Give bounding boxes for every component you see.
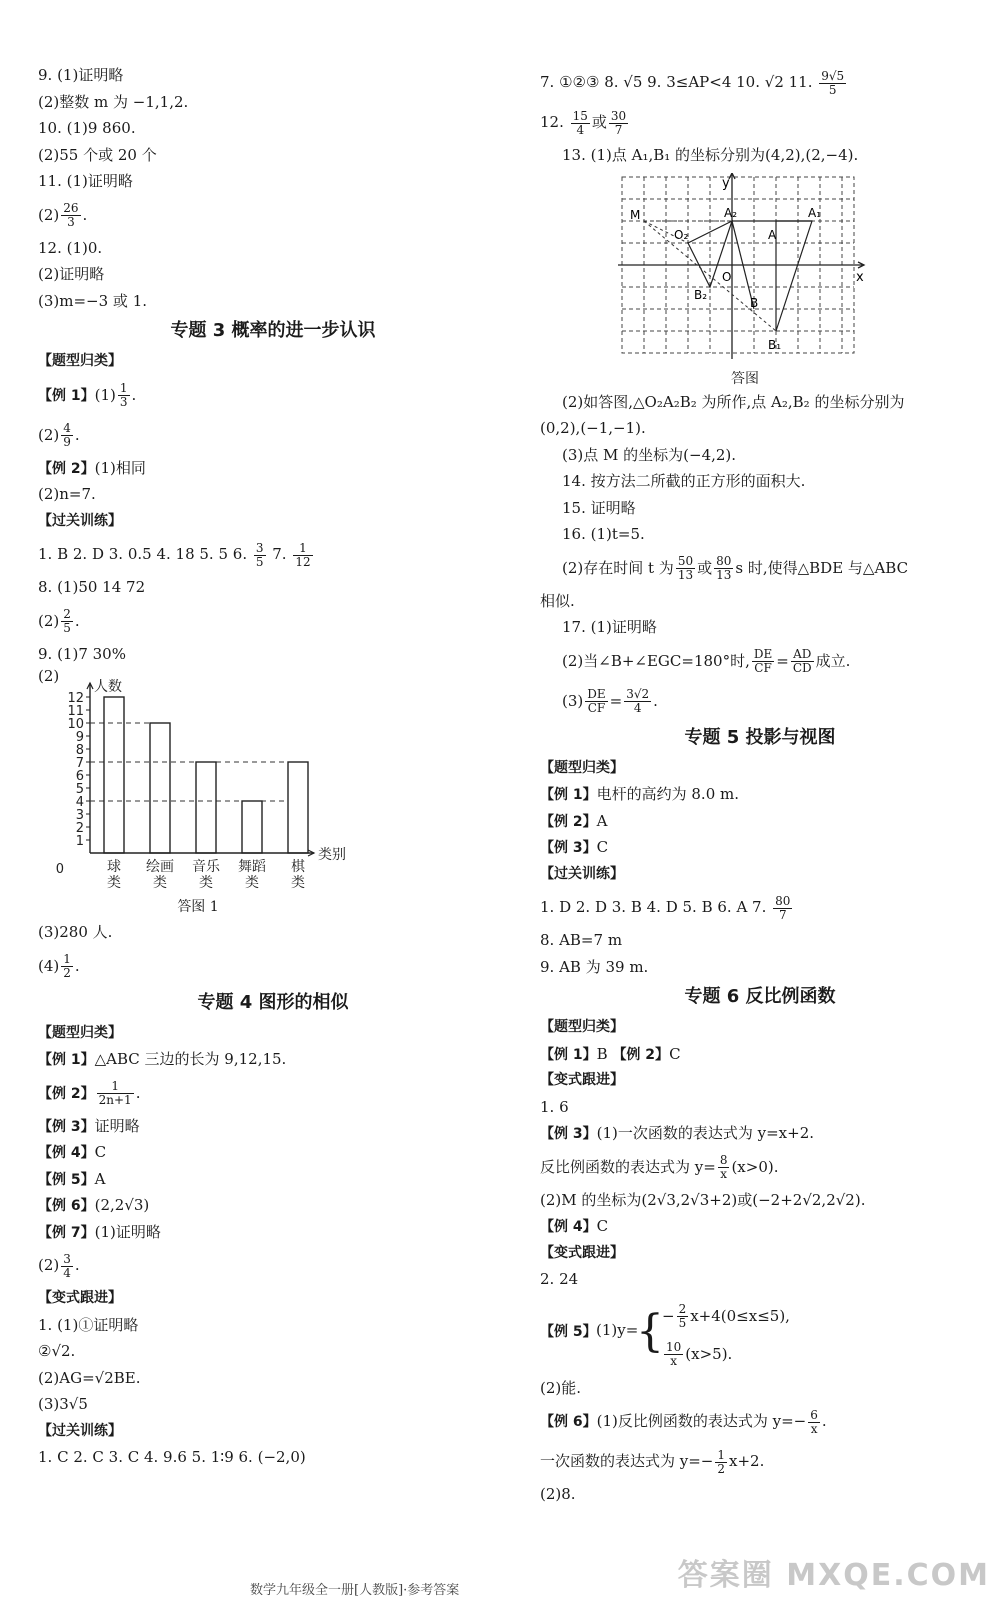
page-footer: 数学九年级全一册[人教版]·参考答案 [250, 1583, 460, 1598]
watermark: 答案圈 MXQE.COM [677, 1558, 990, 1593]
y-tick-label: 5 [75, 782, 84, 797]
example-5: 【例 5】A [38, 1169, 106, 1188]
y-tick-label: 3 [75, 808, 84, 823]
answer-line: (2)AG=√2BE. [38, 1368, 141, 1387]
subsection-tag: 【题型归类】 [38, 1024, 122, 1041]
category-label: 舞蹈 [238, 859, 266, 875]
answer-line: 1. C 2. C 3. C 4. 9.6 5. 1∶9 6. (−2,0) [38, 1448, 306, 1466]
answer-line: 12. (1)0. [38, 238, 103, 257]
bar [242, 801, 262, 853]
left-column [38, 62, 508, 1471]
example-3: 【例 3】C [540, 838, 609, 856]
example-2: 【例 2】(1)相同 [38, 458, 146, 477]
figure-caption: 答图 [731, 370, 759, 387]
answer-line: (2)M 的坐标为(2√3,2√3+2)或(−2+2√2,2√2). [540, 1190, 866, 1209]
answer-line: 11. (1)证明略 [38, 172, 133, 190]
section-heading-5: 专题 5 投影与视图 [684, 726, 836, 748]
example-2: 【例 2】 $\frac{1}{2n+1}$ . [38, 1079, 141, 1107]
fraction: $\frac{4}{9}$ [63, 421, 71, 449]
fraction: $\frac{26}{3}$ [63, 201, 79, 229]
category-label: 类 [245, 875, 259, 891]
answer-line: (2)存在时间 t 为 $\frac{50}{13}$ 或 $\frac{80}{13}$ s 时,使得△BDE 与△ABC [562, 554, 909, 582]
fraction: $\frac{1}{2}$ [717, 1447, 726, 1476]
fraction: $\frac{AD}{CD}$ [792, 647, 812, 675]
example-2: 【例 2】A [540, 811, 608, 830]
coordinate-grid-figure [618, 173, 868, 369]
answer-line: (2)如答图,△O₂A₂B₂ 为所作,点 A₂,B₂ 的坐标分别为 [562, 392, 905, 411]
category-label: 类 [153, 875, 167, 891]
answer-line: (2)当∠B+∠EGC=180°时, $\frac{DE}{CF}$ = $\frac{AD}{CD}$ 成立. [562, 647, 851, 675]
point-label: A₁ [808, 205, 822, 220]
point-label: A₂ [724, 205, 738, 220]
answer-line: 12. $\frac{15}{4}$ 或 $\frac{30}{7}$ [540, 108, 627, 137]
answer-line: (3)点 M 的坐标为(−4,2). [562, 445, 737, 464]
piecewise-brace: { [636, 1305, 664, 1357]
answer-line: (3)m=−3 或 1. [38, 291, 147, 310]
point-label: O₂ [674, 227, 689, 242]
example-6: 【例 6】(2,2√3) [38, 1196, 150, 1214]
category-label: 类 [291, 875, 305, 891]
answer-line: (2)55 个或 20 个 [38, 145, 157, 164]
bar [104, 697, 124, 853]
y-tick-label: 9 [75, 730, 84, 745]
category-label: 绘画 [146, 859, 174, 875]
y-tick-label: 2 [75, 821, 84, 836]
fraction: $\frac{1}{2n+1}$ [98, 1079, 132, 1107]
x-axis-label: 类别 [318, 847, 346, 863]
axis-label-y: y [722, 175, 730, 191]
fraction: $\frac{80}{13}$ [716, 554, 732, 582]
answer-line: 1. D 2. D 3. B 4. D 5. B 6. A 7. $\frac{80}{7}$ [540, 893, 791, 922]
answer-line: (2)整数 m 为 −1,1,2. [38, 92, 189, 111]
fraction: $\frac{3}{4}$ [63, 1251, 71, 1280]
answer-line: 8. (1)50 14 72 [38, 578, 146, 596]
y-tick-label: 4 [75, 795, 84, 810]
point-label: A [768, 227, 777, 242]
answer-line: 9. AB 为 39 m. [540, 957, 649, 976]
fraction: $\frac{1}{2}$ [63, 952, 71, 980]
axis-label-x: x [856, 269, 864, 285]
answer-line: (0,2),(−1,−1). [540, 419, 646, 437]
chart-caption: 答图 1 [177, 899, 219, 915]
point-label: M [630, 207, 641, 222]
category-label: 球 [107, 859, 121, 875]
bar-chart [50, 669, 370, 897]
point-label: B [750, 295, 759, 310]
answer-line: 1. (1)①证明略 [38, 1315, 139, 1334]
subsection-tag: 【题型归类】 [540, 759, 624, 776]
answer-line: 一次函数的表达式为 y=− $\frac{1}{2}$ x+2. [540, 1447, 765, 1476]
fraction: $\frac{1}{3}$ [119, 381, 128, 409]
answer-line: (4) $\frac{1}{2}$ . [38, 952, 80, 980]
answer-line: (2)8. [540, 1485, 576, 1503]
answer-line: 15. 证明略 [562, 498, 636, 517]
example-1: 【例 1】△ABC 三边的长为 9,12,15. [38, 1050, 287, 1068]
answer-line: (2)证明略 [38, 265, 105, 283]
example-4: 【例 4】C [540, 1217, 609, 1235]
answer-line: (2) $\frac{26}{3}$ . [38, 201, 88, 229]
answer-line: 8. AB=7 m [540, 931, 623, 949]
answer-line: 1. 6 [540, 1097, 569, 1116]
fraction: $\frac{30}{7}$ [610, 108, 627, 137]
fraction: $\frac{10}{x}$ [666, 1340, 682, 1368]
subsection-tag: 【变式跟进】 [540, 1244, 624, 1261]
example-1: 【例 1】电杆的高约为 8.0 m. [540, 785, 740, 803]
point-label: O [722, 269, 732, 284]
answer-line: 9. (1)证明略 [38, 66, 124, 84]
fraction: $\frac{80}{7}$ [775, 893, 791, 922]
point-label: B₂ [694, 287, 708, 302]
subsection-tag: 【变式跟进】 [38, 1290, 122, 1306]
y-tick-label: 10 [67, 717, 84, 732]
y-tick-label: 1 [75, 834, 84, 849]
category-label: 棋 [291, 859, 305, 875]
subsection-tag: 【变式跟进】 [540, 1072, 624, 1088]
subsection-tag: 【题型归类】 [38, 353, 122, 369]
example-7: 【例 7】(1)证明略 [38, 1222, 161, 1241]
fraction: $\frac{50}{13}$ [677, 554, 694, 582]
example-3: 【例 3】证明略 [38, 1116, 140, 1135]
y-tick-label: 11 [67, 704, 84, 719]
fraction: $\frac{6}{x}$ [810, 1407, 818, 1436]
answer-line: 反比例函数的表达式为 y= $\frac{8}{x}$ (x>0). [540, 1153, 779, 1181]
category-label: 音乐 [192, 859, 220, 875]
example-1-2: 【例 1】B 【例 2】C [540, 1044, 681, 1063]
fraction: $\frac{2}{5}$ [63, 607, 71, 635]
answer-line: 2. 24 [540, 1270, 579, 1288]
fraction: $\frac{DE}{CF}$ [587, 687, 606, 715]
answer-line: 17. (1)证明略 [562, 618, 657, 636]
subsection-tag: 【过关训练】 [38, 512, 122, 529]
fraction: $\frac{9√5}{5}$ [821, 68, 845, 97]
answer-line: 1. B 2. D 3. 0.5 4. 18 5. 5 6. $\frac{3}{5}$ 7. $\frac{1}{12}$ [38, 540, 311, 569]
point-label: B₁ [768, 337, 782, 352]
example-1: 【例 1】(1) $\frac{1}{3}$ . [38, 381, 137, 409]
subsection-tag: 【过关训练】 [38, 1422, 122, 1439]
bar [150, 723, 170, 853]
y-tick-label: 7 [75, 756, 84, 771]
answer-line: ②√2. [38, 1342, 76, 1360]
answer-line: (2) $\frac{2}{5}$ . [38, 607, 80, 635]
y-tick-label: 0 [55, 862, 64, 877]
answer-line: 相似. [540, 591, 575, 610]
fraction: $\frac{1}{12}$ [295, 540, 311, 569]
answer-line: 7. ①②③ 8. √5 9. 3≤AP<4 10. √2 11. $\frac{9√5}{5}$ [540, 68, 845, 97]
answer-line: (3) $\frac{DE}{CF}$ = $\frac{3√2}{4}$ . [562, 687, 658, 715]
answer-line: (2)能. [540, 1378, 582, 1397]
y-tick-label: 6 [75, 769, 84, 784]
y-tick-label: 12 [67, 691, 84, 706]
fraction: $\frac{DE}{CF}$ [753, 647, 773, 675]
answer-line: 13. (1)点 A₁,B₁ 的坐标分别为(4,2),(2,−4). [562, 146, 859, 164]
y-tick-label: 8 [75, 743, 84, 758]
fraction: $\frac{8}{x}$ [719, 1153, 728, 1181]
subsection-tag: 【题型归类】 [540, 1019, 624, 1035]
bar [196, 762, 216, 853]
answer-line: (2) $\frac{4}{9}$ . [38, 421, 80, 449]
example-5: 【例 5】 (1)y= { − $\frac{2}{5}$ x+4(0≤x≤5), $\frac{10}{x}$ (x>5). [540, 1293, 980, 1375]
category-label: 类 [199, 875, 213, 891]
category-label: 类 [107, 875, 121, 891]
answer-line: 9. (1)7 30% [38, 644, 126, 663]
answer-line: (3)3√5 [38, 1395, 88, 1413]
example-6: 【例 6】(1)反比例函数的表达式为 y=− $\frac{6}{x}$ . [540, 1407, 827, 1436]
answer-line: (3)280 人. [38, 923, 113, 941]
right-column [540, 62, 980, 1508]
section-heading-4: 专题 4 图形的相似 [197, 991, 349, 1013]
answer-line: 16. (1)t=5. [562, 525, 645, 543]
answer-line: 10. (1)9 860. [38, 119, 136, 137]
coordinate-figure-block [540, 169, 980, 389]
answer-line: (2) $\frac{3}{4}$ . [38, 1251, 80, 1280]
section-heading-3: 专题 3 概率的进一步认识 [170, 320, 376, 341]
fraction: $\frac{2}{5}$ [678, 1302, 687, 1330]
section-heading-6: 专题 6 反比例函数 [684, 986, 836, 1007]
bar-chart-block: (2) 0 1 2 3 4 5 6 7 8 9 10 11 12 人数 类别 球 类 绘画 类 音乐 类 舞蹈 类 棋 类 答图 1 [38, 667, 508, 919]
fraction: $\frac{3√2}{4}$ [626, 687, 650, 715]
example-3: 【例 3】(1)一次函数的表达式为 y=x+2. [540, 1124, 815, 1142]
example-4: 【例 4】C [38, 1143, 107, 1161]
bar [288, 762, 308, 853]
fraction: $\frac{3}{5}$ [255, 540, 264, 569]
fraction: $\frac{15}{4}$ [572, 108, 588, 137]
subsection-tag: 【过关训练】 [540, 865, 624, 882]
answer-line: (2)n=7. [38, 485, 96, 503]
y-axis-label: 人数 [94, 679, 122, 695]
answer-line: 14. 按方法二所截的正方形的面积大. [562, 472, 806, 490]
